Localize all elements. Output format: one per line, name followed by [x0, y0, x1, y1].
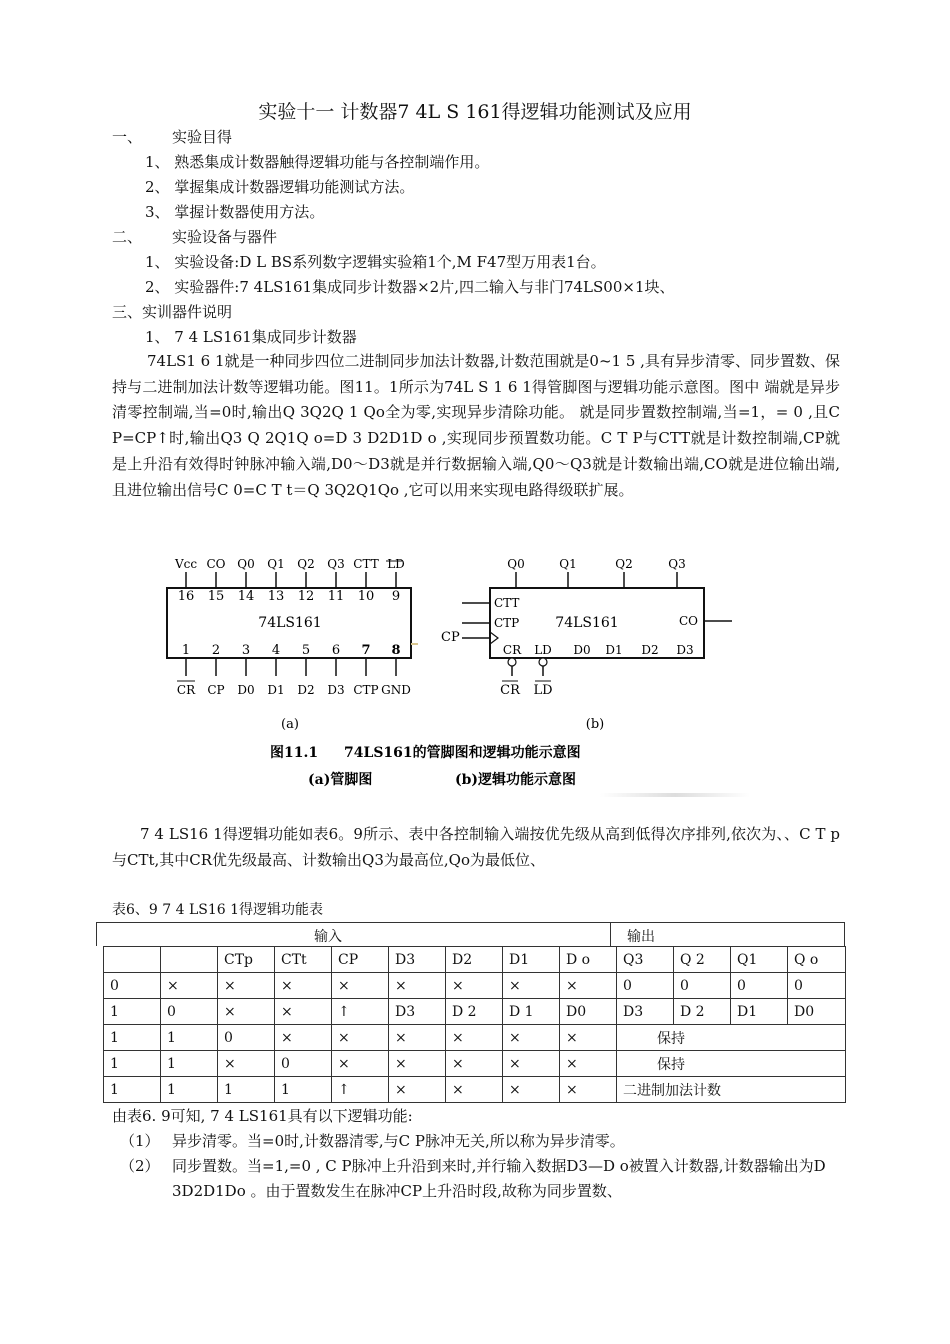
b-input-name: D1 — [605, 643, 623, 657]
top-pin-number: 13 — [267, 589, 285, 604]
table-cell: × — [560, 1025, 617, 1051]
bottom-pin-name: CR — [176, 683, 196, 697]
table-cell: × — [332, 1025, 389, 1051]
figure-sub-a: (a)管脚图 — [308, 772, 373, 788]
b-output-name: Q3 — [668, 557, 686, 571]
table-header-row — [104, 947, 846, 973]
top-pin-number: 11 — [327, 589, 345, 604]
b-output-name: Q1 — [559, 557, 577, 571]
chip-label-b: 74LS161 — [555, 615, 619, 631]
bottom-pin-name: D0 — [237, 683, 255, 697]
top-pin-number: 12 — [297, 589, 315, 604]
table-cell: 1 — [161, 1077, 218, 1103]
table-row — [104, 1025, 846, 1051]
bottom-pin-number: 1 — [181, 643, 191, 658]
table-row — [104, 1077, 846, 1103]
inversion-bubble — [508, 658, 516, 666]
top-pin-name: CTT — [353, 557, 379, 571]
sec2-item: 1、 实验设备:D L BS系列数字逻辑实验箱1个,M F47型万用表1台。 — [145, 253, 606, 271]
table-cell: D1 — [503, 947, 560, 973]
table-cell: 保持 — [617, 1025, 846, 1051]
section-2-number: 二、 — [112, 228, 143, 246]
output-group-label: 输出 — [627, 929, 655, 945]
table-cell: × — [275, 973, 332, 999]
bottom-pin-name: GND — [381, 683, 411, 697]
inversion-bubble — [539, 658, 547, 666]
top-pin-numbers — [178, 589, 400, 604]
table-cell: × — [161, 973, 218, 999]
table-cell: D0 — [788, 999, 846, 1025]
chip-label-a: 74LS161 — [258, 615, 322, 631]
label-a: (a) — [281, 717, 299, 732]
list-number: （2） — [120, 1157, 160, 1175]
sec1-item: 3、 掌握计数器使用方法。 — [145, 203, 325, 221]
table-cell: 1 — [104, 1025, 161, 1051]
figure-sub-b: (b)逻辑功能示意图 — [455, 772, 577, 788]
section-3-subheading: 1、 7 4 LS161集成同步计数器 — [145, 328, 357, 346]
table-cell: D3 — [617, 999, 674, 1025]
b-input-names — [503, 643, 694, 657]
section-3-heading: 三、实训器件说明 — [112, 303, 233, 321]
table-cell: × — [560, 973, 617, 999]
table-cell: Q 2 — [674, 947, 731, 973]
label-b: (b) — [585, 717, 605, 732]
b-ctp: CTP — [494, 616, 520, 630]
b-output-names — [507, 557, 685, 571]
bottom-pin-name: CP — [207, 683, 225, 697]
top-pin-number: 14 — [237, 589, 255, 604]
table-cell: × — [389, 1025, 446, 1051]
bottom-pin-number: 4 — [271, 643, 281, 658]
bottom-pin-number: 6 — [331, 643, 341, 658]
b-ctt: CTT — [494, 596, 520, 610]
list-number: （1） — [120, 1132, 160, 1150]
figure-caption-title: 74LS161的管脚图和逻辑功能示意图 — [344, 745, 581, 761]
top-pin-name: Q3 — [327, 557, 345, 571]
input-group-label: 输入 — [314, 929, 342, 945]
table-cell: × — [275, 1025, 332, 1051]
table-cell: × — [389, 1051, 446, 1077]
table-cell: ↑ — [332, 999, 389, 1025]
table-cell: × — [503, 1025, 560, 1051]
table-cell: D 2 — [674, 999, 731, 1025]
b-input-name: D2 — [641, 643, 659, 657]
bottom-pin-number: 7 — [361, 643, 371, 658]
table-cell: × — [560, 1077, 617, 1103]
b-input-name: D0 — [573, 643, 591, 657]
b-input-name: CR — [502, 643, 522, 657]
table-cell: D2 — [446, 947, 503, 973]
table-cell: 1 — [161, 1025, 218, 1051]
table-row — [104, 999, 846, 1025]
table-cell: 0 — [161, 999, 218, 1025]
sec1-item: 1、 熟悉集成计数器触得逻辑功能与各控制端作用。 — [145, 153, 490, 171]
table-cell: 1 — [218, 1077, 275, 1103]
top-pin-number: 9 — [391, 589, 401, 604]
table-cell — [161, 947, 218, 973]
table-cell: × — [503, 973, 560, 999]
top-pin-name: CO — [206, 557, 226, 571]
table-cell: 1 — [104, 999, 161, 1025]
top-pin-number: 15 — [207, 589, 225, 604]
table-cell: × — [218, 1051, 275, 1077]
table-cell: × — [275, 999, 332, 1025]
table-cell: D o — [560, 947, 617, 973]
table-cell: 1 — [104, 1051, 161, 1077]
b-cp: CP — [441, 630, 460, 645]
table-cell: 0 — [674, 973, 731, 999]
b-output-name: Q2 — [615, 557, 633, 571]
bottom-pin-number: 3 — [241, 643, 251, 658]
bottom-pin-name: D3 — [327, 683, 345, 697]
b-input-name: D3 — [676, 643, 694, 657]
table-cell: D0 — [560, 999, 617, 1025]
pinout-diagram — [150, 548, 750, 798]
table-cell: D3 — [389, 947, 446, 973]
sec2-item: 2、 实验器件:7 4LS161集成同步计数器×2片,四二输入与非门74LS00×1块、 — [145, 278, 675, 296]
table-cell: 0 — [788, 973, 846, 999]
table-cell: D3 — [389, 999, 446, 1025]
table-row — [104, 973, 846, 999]
table-cell: Q o — [788, 947, 846, 973]
table-cell: 0 — [218, 1025, 275, 1051]
top-pin-number: 10 — [357, 589, 375, 604]
table-cell: D 2 — [446, 999, 503, 1025]
list-text: 异步清零。当=0时,计数器清零,与C P脉冲无关,所以称为异步清零。 — [172, 1132, 625, 1150]
table-cell: × — [218, 973, 275, 999]
table-cell: × — [389, 1077, 446, 1103]
table-cell: × — [446, 1077, 503, 1103]
figure-caption-number: 图11.1 — [270, 745, 319, 761]
table-cell: CP — [332, 947, 389, 973]
table-cell: CTp — [218, 947, 275, 973]
table-cell: × — [332, 973, 389, 999]
table-cell: D1 — [731, 999, 788, 1025]
description-paragraph: 74LS1 6 1就是一种同步四位二进制同步加法计数器,计数范围就是0~1 5 ,具有异步清零、同步置数、保持与二进制加法计数等逻辑功能。图11。1所示为74L S 1 6 1得管脚图与逻辑功能示意图。图中 端就是异步清零控制端,当=0时,输出Q 3Q2Q 1 Qo全为零,实现异步清除功能。 就是同步置数控制端,当=1，= 0 ,且C P=CP↑时,输出Q3 Q 2Q1Q o=D 3 D2D1D o ,实现同步预置数功能。C T P与CTT就是计数控制端,CP就是上升沿有效得时钟脉冲输入端,D0～D3就是并行数据输入端,Q0～Q3就是计数输出端,CO就是进位输出端,且进位输出信号C 0=C T t＝Q 3Q2Q1Qo ,它可以用来实现电路得级联扩展。 — [112, 352, 840, 499]
table-cell: × — [560, 1051, 617, 1077]
logic-function-table — [103, 946, 846, 1103]
figure-11-1 — [150, 548, 750, 798]
table-cell: 1 — [161, 1051, 218, 1077]
bottom-pin-number: 5 — [301, 643, 311, 658]
table-cell: 二进制加法计数 — [617, 1077, 846, 1103]
bottom-pin-name: CTP — [353, 683, 379, 697]
section-1-heading: 实验目得 — [172, 128, 233, 146]
list-text: 同步置数。当=1,=0 , C P脉冲上升沿到来时,并行输入数据D3—D o被置入计数器,计数器输出为D 3D2D1Do 。由于置数发生在脉冲CP上升沿时段,故称为同步置数、 — [172, 1157, 826, 1200]
table-cell: Q3 — [617, 947, 674, 973]
table-cell: × — [446, 1051, 503, 1077]
b-output-name: Q0 — [507, 557, 525, 571]
bottom-pin-name: D2 — [297, 683, 315, 697]
table-cell: × — [503, 1051, 560, 1077]
table-cell: 0 — [275, 1051, 332, 1077]
top-pin-names — [174, 557, 405, 571]
table-cell: × — [218, 999, 275, 1025]
table-cell: 0 — [617, 973, 674, 999]
b-input-name: LD — [534, 643, 552, 657]
table-caption: 表6、9 7 4 LS16 1得逻辑功能表 — [112, 902, 324, 918]
table-cell — [104, 947, 161, 973]
b-co: CO — [678, 614, 698, 628]
table-cell: Q1 — [731, 947, 788, 973]
section-2-heading: 实验设备与器件 — [172, 228, 278, 246]
table-cell: 0 — [731, 973, 788, 999]
table-cell: × — [389, 973, 446, 999]
summary-line: 由表6. 9可知, 7 4 LS161具有以下逻辑功能: — [112, 1107, 413, 1125]
top-pin-name: LD — [387, 557, 405, 571]
table-cell: D 1 — [503, 999, 560, 1025]
top-pin-name: Q0 — [237, 557, 255, 571]
bottom-pin-names — [177, 683, 411, 697]
table-cell: 1 — [104, 1077, 161, 1103]
table-intro-paragraph: 7 4 LS16 1得逻辑功能如表6。9所示、表中各控制输入端按优先级从高到低得次序排列,依次为、、C T p与CTt,其中CR优先级最高、计数输出Q3为最高位,Qo为最低位、 — [112, 825, 840, 869]
table-row — [104, 1051, 846, 1077]
page-title: 实验十一 计数器7 4L S 161得逻辑功能测试及应用 — [258, 101, 692, 123]
table-cell: 保持 — [617, 1051, 846, 1077]
bottom-pin-number: 8 — [391, 643, 401, 658]
section-1-number: 一、 — [112, 128, 143, 146]
top-pin-name: Q2 — [297, 557, 315, 571]
table-cell: ↑ — [332, 1077, 389, 1103]
table-cell: × — [446, 973, 503, 999]
b-ld-below: LD — [533, 683, 553, 698]
b-cr-below: CR — [500, 683, 520, 698]
table-group-header — [96, 922, 845, 946]
sec1-item: 2、 掌握集成计数器逻辑功能测试方法。 — [145, 178, 415, 196]
top-pin-name: Vcc — [174, 557, 198, 571]
table-cell: 1 — [275, 1077, 332, 1103]
bottom-pin-name: D1 — [267, 683, 285, 697]
table-cell: 0 — [104, 973, 161, 999]
top-pin-number: 16 — [177, 589, 195, 604]
bottom-pin-number: 2 — [211, 643, 221, 658]
scan-artifact — [600, 793, 750, 797]
table-cell: × — [503, 1077, 560, 1103]
top-pin-name: Q1 — [267, 557, 285, 571]
table-cell: × — [446, 1025, 503, 1051]
table-cell: × — [332, 1051, 389, 1077]
table-cell: CTt — [275, 947, 332, 973]
bottom-pin-numbers — [182, 643, 401, 658]
